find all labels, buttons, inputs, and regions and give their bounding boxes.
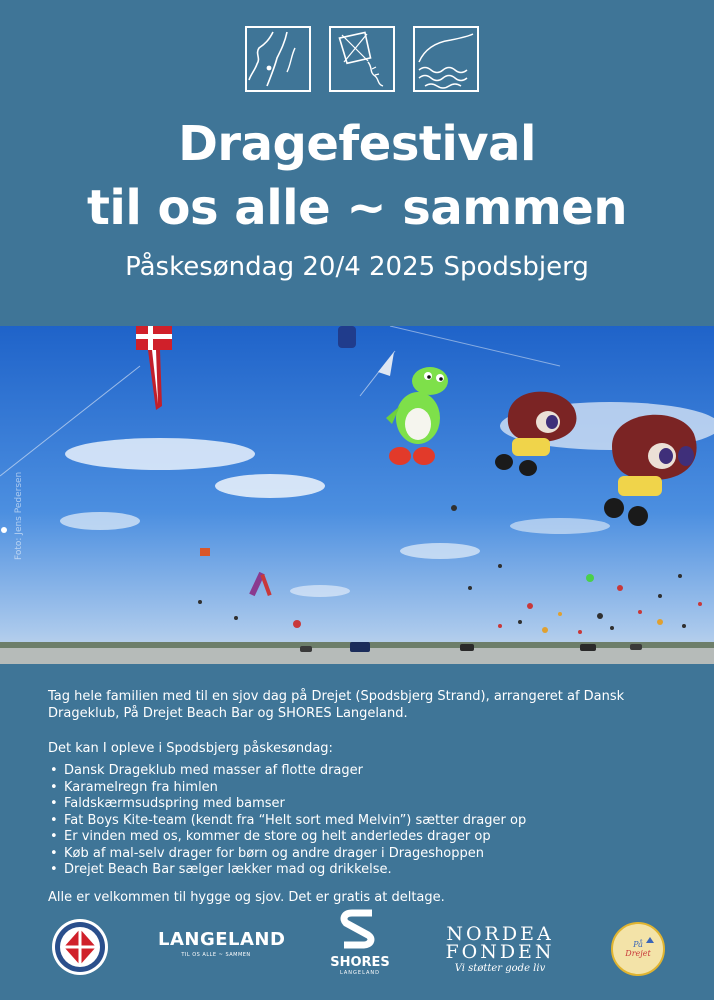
list-item: • Køb af mal-selv drager for børn og andre drager i Drageshoppen — [48, 846, 688, 863]
poster-title-line-2: til os alle ~ sammen — [86, 180, 628, 236]
kite-beach-photo — [0, 326, 714, 664]
list-item: • Fat Boys Kite-team (kendt fra “Helt sort med Melvin”) sætter drager op — [48, 813, 688, 830]
dansk-drageklub-logo — [50, 917, 110, 977]
photo-credit: Foto: Jens Pedersen — [14, 471, 24, 560]
list-item: • Er vinden med os, kommer de store og helt anderledes drager op — [48, 829, 688, 846]
svg-text:Drejet: Drejet — [625, 949, 651, 958]
event-date-location: Påskesøndag 20/4 2025 Spodsbjerg — [125, 252, 589, 282]
event-description — [48, 688, 688, 906]
map-icon — [245, 26, 311, 92]
list-item: • Faldskærmsudspring med bamser — [48, 796, 688, 813]
langeland-logo — [158, 929, 286, 958]
shores-logo — [320, 909, 400, 976]
nordea-fonden-logo — [440, 925, 560, 974]
svg-text:På: På — [633, 940, 643, 949]
poster-header — [0, 0, 714, 326]
intro-paragraph: Tag hele familien med til en sjov dag på Drejet (Spodsbjerg Strand), arrangeret af Dansk Drageklub, På Drejet Beach Bar og SHORES Langeland. — [48, 689, 625, 721]
nordea-wordmark-line-1: NORDEA — [446, 923, 554, 945]
shores-wordmark: SHORES — [330, 955, 390, 970]
list-item: • Drejet Beach Bar sælger lækker mad og drikkelse. — [48, 862, 688, 879]
header-icon-row — [245, 26, 479, 92]
list-item: • Dansk Drageklub med masser af flotte drager — [48, 763, 688, 780]
shores-subline: LANGELAND — [339, 970, 380, 976]
shores-s-mark — [338, 909, 382, 949]
closing-paragraph: Alle er velkommen til hygge og sjov. Det er gratis at deltage. — [48, 889, 445, 905]
langeland-wordmark: LANGELAND — [158, 929, 286, 950]
nordea-wordmark-line-2: FONDEN — [445, 941, 555, 963]
sponsor-logos — [0, 905, 714, 995]
langeland-tagline: TIL OS ALLE ~ SAMMEN — [181, 952, 251, 958]
pa-drejet-beach-bar-logo — [610, 921, 666, 977]
poster-title-line-1: Dragefestival — [178, 116, 536, 172]
waves-icon — [413, 26, 479, 92]
activities-lead: Det kan I opleve i Spodsbjerg påskesøndag: — [48, 741, 333, 756]
kite-icon — [329, 26, 395, 92]
list-item: • Karamelregn fra himlen — [48, 780, 688, 797]
activities-list — [48, 763, 688, 879]
nordea-tagline: Vi støtter gode liv — [454, 963, 546, 974]
